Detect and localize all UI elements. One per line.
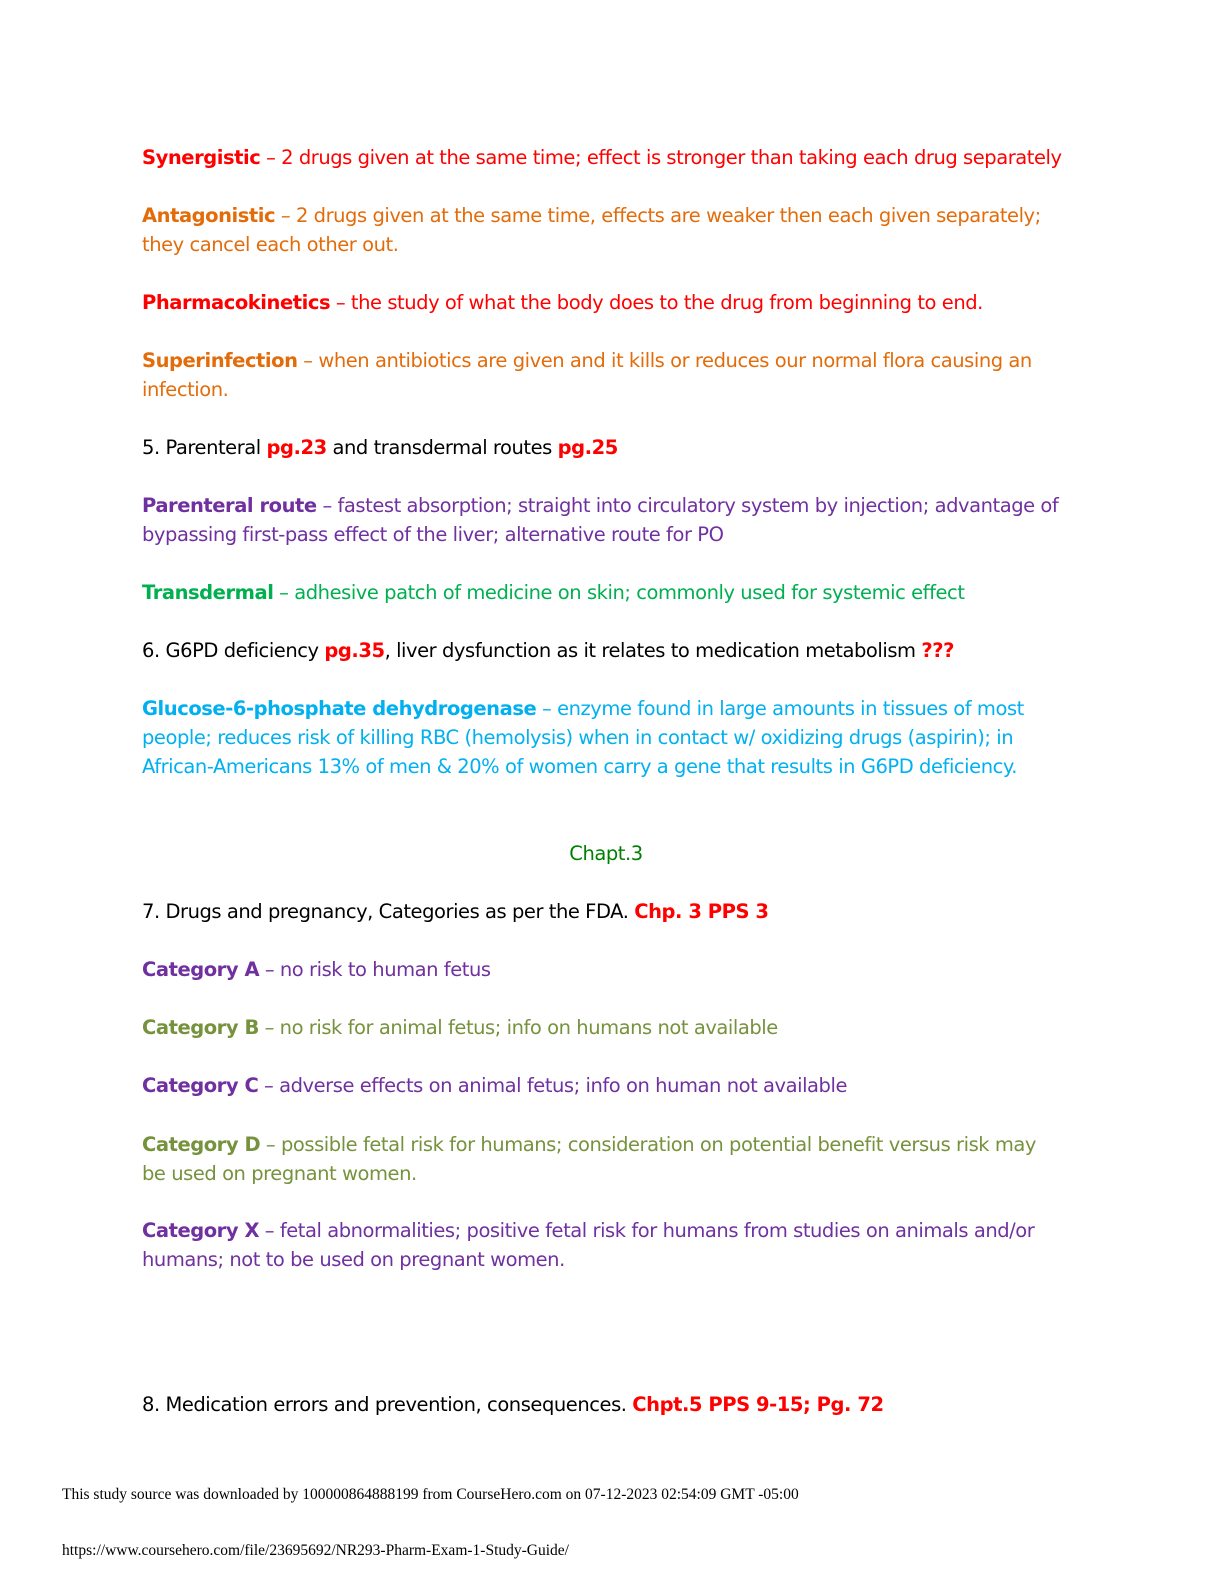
q8-text1: 8. Medication errors and prevention, consequences. [142,1393,633,1416]
def-category-c: – adverse effects on animal fetus; info on human not available [258,1074,847,1097]
question-8 [142,1390,1082,1419]
def-antagonistic-line2: they cancel each other out. [142,233,399,256]
q6-text2: , liver dysfunction as it relates to medication metabolism [384,639,922,662]
entry-category-x-cont [142,1245,1082,1274]
entry-g6pd-cont1 [142,723,1082,752]
question-6 [142,636,1082,665]
q8-ref1: Chpt.5 PPS 9-15; Pg. 72 [632,1393,884,1416]
term-superinfection: Superinfection [142,349,298,372]
entry-parenteral [142,491,1082,520]
entry-category-x [142,1216,1082,1245]
def-synergistic: – 2 drugs given at the same time; effect is stronger than taking each drug separately [260,146,1062,169]
q6-ref2: ??? [921,639,954,662]
q5-ref2: pg.25 [557,436,618,459]
q5-ref1: pg.23 [266,436,327,459]
q6-ref1: pg.35 [324,639,385,662]
entry-synergistic [142,143,1082,172]
term-category-d: Category D [142,1133,261,1156]
def-parenteral-line2: bypassing first-pass effect of the liver; alternative route for PO [142,523,724,546]
entry-category-d-cont [142,1159,1082,1188]
entry-superinfection [142,346,1082,375]
entry-antagonistic-cont [142,230,1082,259]
def-parenteral-line1: – fastest absorption; straight into circulatory system by injection; advantage of [316,494,1059,517]
entry-parenteral-cont [142,520,1082,549]
term-category-b: Category B [142,1016,259,1039]
def-category-a: – no risk to human fetus [259,958,491,981]
q5-text1: 5. Parenteral [142,436,267,459]
term-pharmacokinetics: Pharmacokinetics [142,291,331,314]
def-superinfection-line1: – when antibiotics are given and it kills or reduces our normal flora causing an [297,349,1032,372]
term-transdermal: Transdermal [142,581,274,604]
entry-category-d [142,1130,1082,1159]
def-category-x-line2: humans; not to be used on pregnant women. [142,1248,565,1271]
def-category-b: – no risk for animal fetus; info on humans not available [258,1016,778,1039]
entry-g6pd-cont2 [142,752,1082,781]
term-category-x: Category X [142,1219,260,1242]
entry-transdermal [142,578,1082,607]
def-g6pd-line2: people; reduces risk of killing RBC (hemolysis) when in contact w/ oxidizing drugs (aspirin); in [142,726,1014,749]
q7-ref1: Chp. 3 PPS 3 [634,900,769,923]
def-category-d-line1: – possible fetal risk for humans; consideration on potential benefit versus risk may [260,1133,1037,1156]
def-transdermal: – adhesive patch of medicine on skin; commonly used for systemic effect [273,581,965,604]
def-category-x-line1: – fetal abnormalities; positive fetal risk for humans from studies on animals and/or [259,1219,1035,1242]
entry-pharmacokinetics [142,288,1082,317]
q5-text2: and transdermal routes [326,436,558,459]
def-antagonistic-line1: – 2 drugs given at the same time, effects are weaker then each given separately; [275,204,1041,227]
def-category-d-line2: be used on pregnant women. [142,1162,417,1185]
q7-text1: 7. Drugs and pregnancy, Categories as per the FDA. [142,900,635,923]
term-synergistic: Synergistic [142,146,261,169]
entry-category-c [142,1071,1082,1100]
def-superinfection-line2: infection. [142,378,229,401]
footer-url[interactable]: https://www.coursehero.com/file/23695692/NR293-Pharm-Exam-1-Study-Guide/ [62,1542,569,1559]
def-pharmacokinetics: – the study of what the body does to the drug from beginning to end. [330,291,983,314]
chapter-heading: Chapt.3 [569,842,643,865]
footer-source-line: This study source was downloaded by 100000864888199 from CourseHero.com on 07-12-2023 02:54:09 GMT -05:00 [62,1486,799,1503]
entry-category-a [142,955,1082,984]
term-parenteral: Parenteral route [142,494,317,517]
def-g6pd-line3: African-Americans 13% of men & 20% of women carry a gene that results in G6PD deficiency. [142,755,1017,778]
question-7 [142,897,1082,926]
term-category-c: Category C [142,1074,259,1097]
entry-superinfection-cont [142,375,1082,404]
term-category-a: Category A [142,958,260,981]
entry-category-b [142,1013,1082,1042]
question-5 [142,433,1082,462]
entry-g6pd [142,694,1082,723]
term-g6pd: Glucose-6-phosphate dehydrogenase [142,697,537,720]
def-g6pd-line1: – enzyme found in large amounts in tissues of most [536,697,1024,720]
term-antagonistic: Antagonistic [142,204,276,227]
entry-antagonistic [142,201,1082,230]
q6-text1: 6. G6PD deficiency [142,639,325,662]
